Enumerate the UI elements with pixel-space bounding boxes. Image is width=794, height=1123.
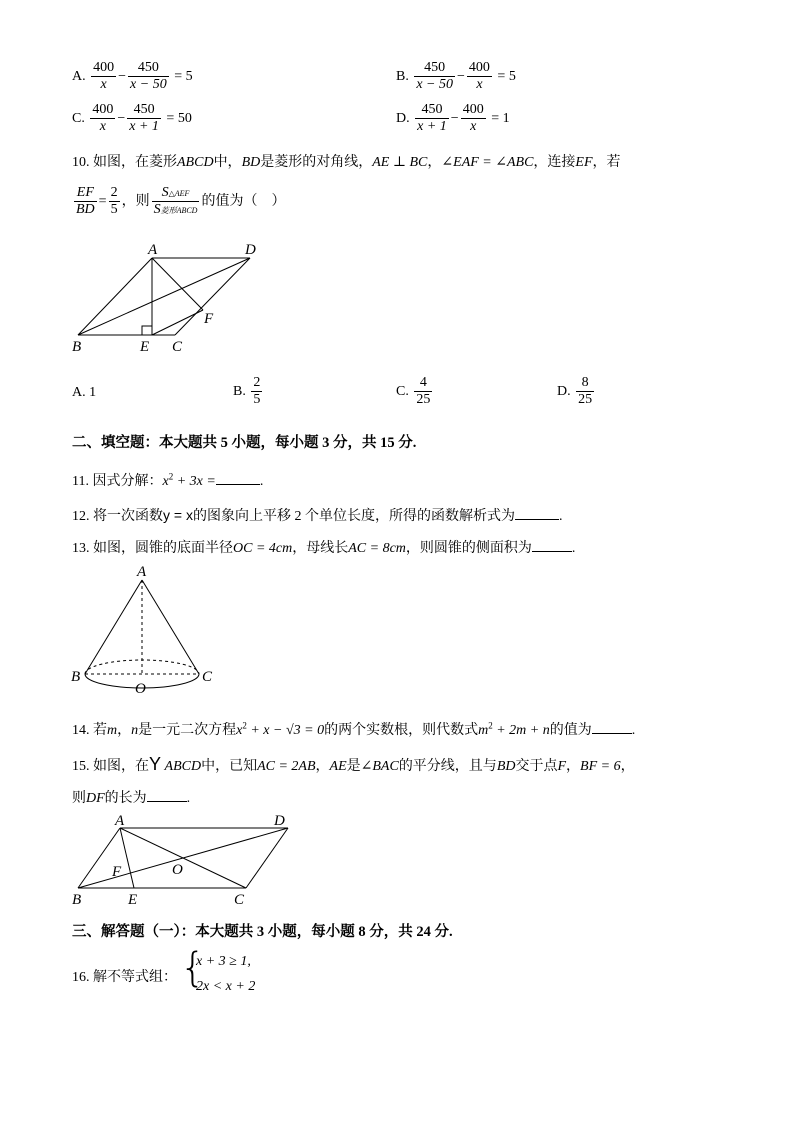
- text: ，若: [592, 155, 621, 170]
- option-label: D.: [396, 110, 410, 126]
- answer-blank[interactable]: [216, 472, 260, 485]
- denominator: 5: [110, 202, 118, 218]
- q15-line2: [72, 787, 190, 807]
- text: .: [571, 541, 576, 556]
- text: 12. 将一次函数: [72, 509, 163, 524]
- q16-line2: 2x < x + 2: [196, 979, 256, 994]
- subscript: △AEF: [168, 189, 190, 198]
- text: ，: [315, 759, 330, 774]
- q15-parallelogram-figure: [62, 810, 302, 910]
- text: ，则圆锥的侧面积为: [405, 541, 532, 556]
- fraction: [109, 185, 120, 218]
- superscript: 2: [168, 471, 174, 482]
- label-B: B: [72, 892, 82, 908]
- text: 的图象向上平移 2 个单位长度，所得的函数解析式为: [192, 509, 515, 524]
- text: ，: [620, 759, 635, 774]
- math: x: [162, 474, 169, 489]
- subscript: 菱形ABCD: [160, 206, 198, 216]
- math: + 3x =: [173, 474, 216, 489]
- text: 交于点: [515, 759, 558, 774]
- math: F: [557, 759, 567, 774]
- fraction: [576, 375, 594, 408]
- label-D: D: [274, 813, 285, 829]
- math: AE: [329, 759, 347, 774]
- numerator: 450: [128, 60, 169, 77]
- brace: {: [180, 945, 206, 991]
- denominator: x + 1: [417, 119, 447, 135]
- rhs: = 50: [166, 110, 192, 126]
- superscript: 2: [242, 720, 247, 731]
- label-C: C: [234, 892, 245, 908]
- label-O: O: [135, 681, 146, 697]
- denominator: x: [99, 119, 106, 135]
- q15-line1: [72, 754, 635, 775]
- option-label: A.: [72, 68, 86, 84]
- denominator: x: [100, 77, 107, 93]
- math: EF: [575, 155, 593, 170]
- text: 11. 因式分解：: [72, 474, 163, 489]
- fraction: [414, 375, 432, 408]
- label-D: D: [245, 242, 256, 258]
- fraction: [461, 102, 486, 135]
- fraction: [414, 60, 455, 93]
- fraction: [91, 60, 116, 93]
- label-C: C: [202, 669, 213, 685]
- label-E: E: [140, 339, 150, 355]
- q10-line2: [72, 185, 285, 218]
- math: + x − √3 = 0: [246, 723, 325, 738]
- text: 的两个实数根，则代数式: [324, 723, 479, 738]
- denominator: x − 50: [130, 77, 167, 93]
- q12: [72, 505, 562, 525]
- section-3-heading: 三、解答题（一）：本大题共 3 小题，每小题 8 分，共 24 分.: [72, 924, 453, 940]
- denominator: 25: [578, 392, 593, 408]
- math: m: [478, 723, 489, 738]
- label-A: A: [148, 242, 158, 258]
- numerator: 400: [467, 60, 492, 77]
- math: ∠EAF = ∠ABC: [441, 155, 534, 170]
- option-label: B.: [396, 68, 409, 84]
- math: BD: [496, 759, 516, 774]
- math: ∠BAC: [360, 759, 399, 774]
- label-C: C: [172, 339, 183, 355]
- denominator: x: [476, 77, 483, 93]
- label-O: O: [172, 862, 183, 878]
- q9-option-d: D. $\frac{450}{x + 1}$ − $\frac{400}{x}$ = 1: [396, 102, 510, 135]
- numerator: 4: [414, 375, 432, 392]
- fraction: [415, 102, 449, 135]
- q10-option-a: [72, 385, 96, 401]
- math: y = x: [163, 507, 193, 523]
- math: AC = 8cm: [348, 541, 406, 556]
- label-A: A: [115, 813, 125, 829]
- numerator: 450: [127, 102, 161, 119]
- answer-blank[interactable]: [515, 507, 559, 520]
- numerator: EF: [74, 185, 97, 202]
- rhs: = 5: [497, 68, 516, 84]
- q10-option-d: [557, 375, 596, 408]
- q16: [72, 966, 177, 986]
- text: 是菱形的对角线，: [260, 155, 373, 170]
- text: 16. 解不等式组：: [72, 970, 177, 985]
- label-A: A: [137, 564, 147, 580]
- s-symbol: S: [153, 202, 161, 218]
- q9-option-a: A. $\frac{400}{x}$ − $\frac{450}{x - 50}$ = 5: [72, 60, 193, 93]
- text: .: [558, 509, 563, 524]
- text: 的值为（ ）: [201, 193, 286, 209]
- q9-option-c: C. $\frac{400}{x}$ − $\frac{450}{x + 1}$ = 50: [72, 102, 192, 135]
- text: 中，: [213, 155, 242, 170]
- math: x: [236, 723, 243, 738]
- math: AC = 2AB: [257, 759, 316, 774]
- text: .: [259, 474, 264, 489]
- label-B: B: [71, 669, 81, 685]
- answer-blank[interactable]: [147, 789, 187, 802]
- text: .: [631, 723, 636, 738]
- text: 的值为: [549, 723, 592, 738]
- text: =: [98, 193, 107, 209]
- denominator: 5: [253, 392, 261, 408]
- math: DF: [86, 791, 105, 806]
- q10-line1: [72, 151, 621, 171]
- answer-blank[interactable]: [592, 721, 632, 734]
- option-label: A.: [72, 385, 86, 400]
- option-label: C.: [72, 110, 85, 126]
- math: OC = 4cm: [233, 541, 293, 556]
- numerator: 400: [461, 102, 486, 119]
- text: ，: [117, 723, 132, 738]
- option-label: B.: [233, 383, 246, 399]
- denominator: BD: [76, 202, 95, 218]
- text: 15. 如图，在: [72, 759, 149, 774]
- math: ABCD: [177, 155, 214, 170]
- option-label: C.: [396, 383, 409, 399]
- math: + 2m + n: [492, 723, 550, 738]
- fraction: [90, 102, 115, 135]
- math: m: [107, 723, 118, 738]
- rhs: = 1: [491, 110, 510, 126]
- parallelogram-symbol: Y: [149, 754, 162, 774]
- q10-option-b: [233, 375, 264, 408]
- math: BD: [241, 155, 261, 170]
- denominator: x: [470, 119, 477, 135]
- text: 则: [72, 791, 86, 806]
- math: ABCD: [164, 759, 202, 774]
- text: 的长为: [104, 791, 147, 806]
- fraction: [152, 185, 200, 218]
- numerator: 400: [91, 60, 116, 77]
- label-F: F: [112, 864, 122, 880]
- numerator: 2: [109, 185, 120, 202]
- text: 中，已知: [201, 759, 258, 774]
- answer-blank[interactable]: [532, 539, 572, 552]
- text: 是一元二次方程: [138, 723, 237, 738]
- text: 13. 如图，圆锥的底面半径: [72, 541, 233, 556]
- q10-option-c: [396, 375, 434, 408]
- math: n: [131, 723, 139, 738]
- text: ，则: [121, 193, 150, 209]
- label-F: F: [204, 311, 214, 327]
- denominator: x − 50: [416, 77, 454, 93]
- section-2-heading: 二、填空题：本大题共 5 小题，每小题 3 分，共 15 分.: [72, 435, 417, 451]
- text: ，连接: [533, 155, 576, 170]
- denominator: x + 1: [129, 119, 159, 135]
- q14: [72, 719, 635, 739]
- numerator: 2: [251, 375, 262, 392]
- option-label: D.: [557, 383, 571, 399]
- text: .: [186, 791, 191, 806]
- math: AE ⊥ BC: [372, 155, 428, 170]
- fraction: [74, 185, 97, 218]
- fraction: [127, 102, 161, 135]
- text: ，母线长: [292, 541, 349, 556]
- text: 14. 若: [72, 723, 107, 738]
- numerator: 400: [90, 102, 115, 119]
- text: 的平分线，且与: [398, 759, 497, 774]
- q11: [72, 470, 263, 490]
- text: ，: [566, 759, 581, 774]
- fraction: [128, 60, 169, 93]
- option-value: 1: [89, 385, 97, 400]
- q13: [72, 537, 575, 557]
- text: 10. 如图，在菱形: [72, 155, 177, 170]
- q9-option-b: B. $\frac{450}{x - 50}$ − $\frac{400}{x}$ = 5: [396, 60, 516, 93]
- math: BF = 6: [580, 759, 621, 774]
- fraction: [467, 60, 492, 93]
- text: ，: [427, 155, 442, 170]
- numerator: 8: [576, 375, 594, 392]
- fraction: [251, 375, 262, 408]
- label-E: E: [128, 892, 138, 908]
- q16-line1: x + 3 ≥ 1,: [196, 954, 251, 969]
- numerator: 450: [414, 60, 455, 77]
- label-B: B: [72, 339, 82, 355]
- numerator: 450: [415, 102, 449, 119]
- q10-rhombus-figure: [60, 240, 280, 360]
- s-symbol: S: [161, 185, 169, 200]
- superscript: 2: [488, 720, 493, 731]
- q13-cone-figure: [65, 562, 225, 702]
- denominator: 25: [416, 392, 431, 408]
- rhs: = 5: [174, 68, 193, 84]
- text: 是: [346, 759, 361, 774]
